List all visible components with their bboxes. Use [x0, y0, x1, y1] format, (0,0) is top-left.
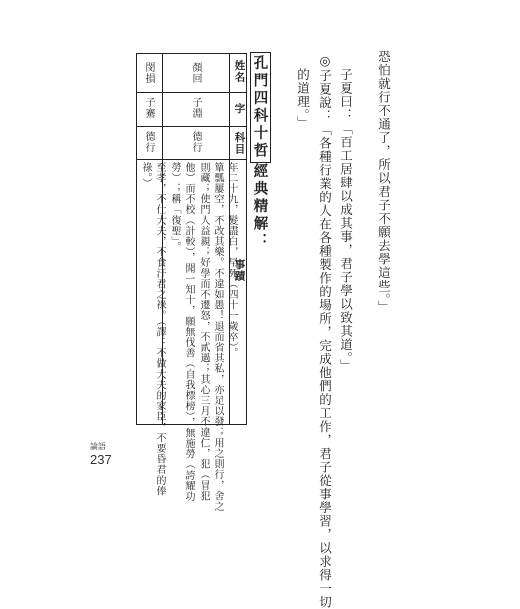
deeds-line-6: 至孝，不仕大夫，不食汙君之祿。（譯：不做大夫的家臣，不要昏君的俸 [154, 162, 165, 497]
deeds-line-2: 簞瓢屢空，不改其樂。不違如愚！退而省其私，亦足以發；用之則行，舍之 [212, 162, 223, 512]
person1-name: 顏回 [190, 62, 201, 84]
section-heading [252, 52, 267, 251]
deeds-line-5: 勞）；稱「復聖」。 [169, 162, 180, 253]
header-name: 姓名 [233, 60, 246, 83]
text-column-3: ◎子夏說：「各種行業的人在各種製作的場所，完成他們的工作，君子從事學習，以求得一切 [317, 53, 333, 609]
header-zi: 字 [233, 103, 246, 115]
text-column-2: 子夏曰：「百工居肆以成其事，君子學以致其道。」 [338, 68, 354, 373]
person2-zi: 子騫 [143, 97, 154, 119]
person2-name: 閔損 [143, 62, 154, 84]
header-deeds: 事蹟 [233, 259, 246, 282]
deeds-line-4: 他）而不校（計較），聞一知十，願無伐善（自我標榜），無施勞（誇耀功 [183, 162, 194, 502]
person1-subject: 德行 [190, 131, 201, 153]
text-column-1: 恐怕就行不通了，所以君子不願去學這些。」 [376, 50, 392, 314]
text-column-4: 的道理。」 [295, 68, 311, 130]
heading-boxed-title: 孔門四科十哲 [250, 52, 271, 163]
header-subject: 科目 [233, 132, 246, 155]
page-number: 237 [90, 452, 112, 467]
deeds-line-3: 則藏；使門人益親；好學而不遷怒，不貳過；其心三月不違仁，犯（冒犯 [198, 162, 209, 502]
deeds-line-1: 年二十九，髮盡白，早死（四十一歲卒）。 [226, 162, 237, 359]
heading-subtitle: 經典精解： [251, 163, 269, 251]
person2-subject: 德行 [143, 131, 154, 153]
deeds-line-7: 祿。） [140, 162, 151, 189]
footer-book-title: 論語 [90, 442, 106, 451]
person1-zi: 子淵 [190, 97, 201, 119]
